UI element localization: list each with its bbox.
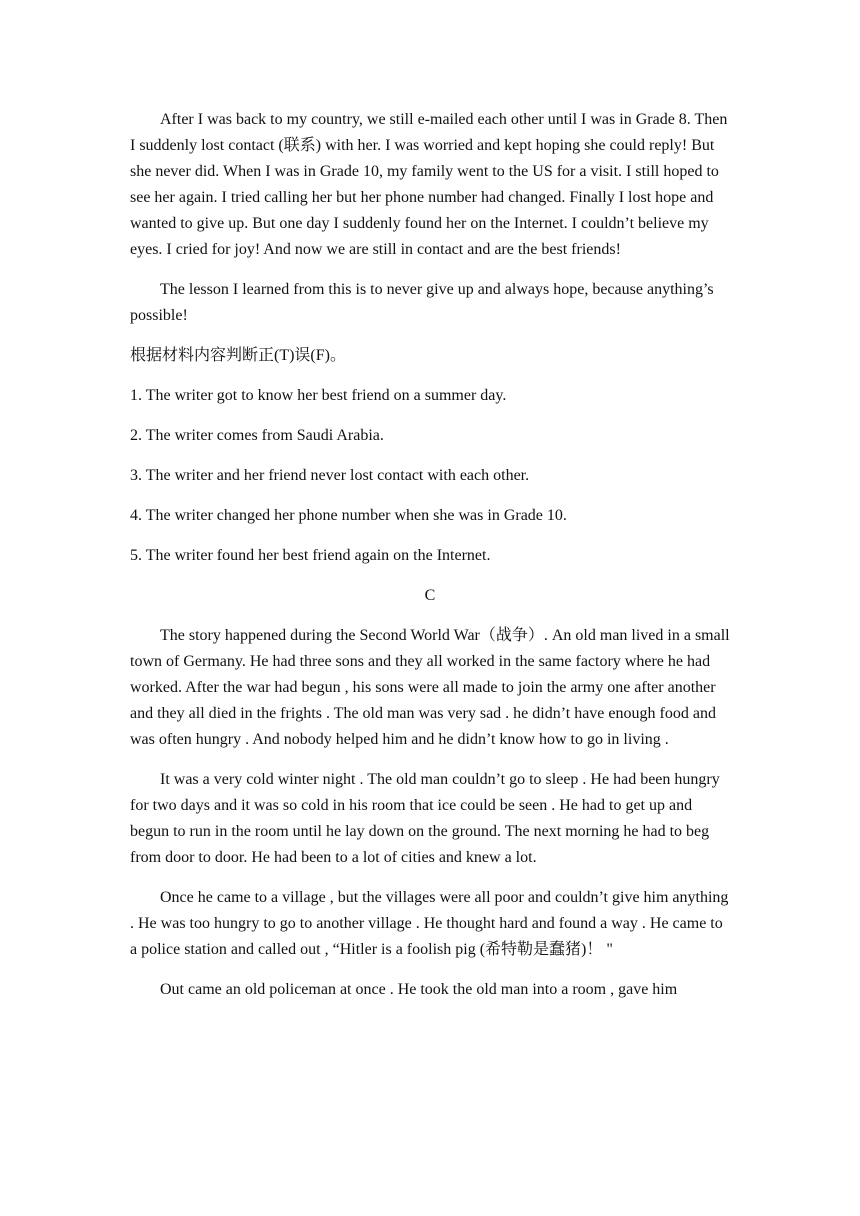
passage-b-paragraph-2: The lesson I learned from this is to never give up and always hope, because anything’s possible! [130, 281, 714, 324]
question-2: 2. The writer comes from Saudi Arabia. [130, 427, 384, 444]
question-5: 5. The writer found her best friend again on the Internet. [130, 547, 491, 564]
question-4: 4. The writer changed her phone number when she was in Grade 10. [130, 507, 567, 524]
instruction-text: 根据材料内容判断正(T)误(F)。 [130, 347, 346, 364]
passage-b-paragraph-1: After I was back to my country, we still e-mailed each other until I was in Grade 8. Then I suddenly lost contact (联系) with her. I was worried and kept hoping she could reply! But she never did. When I was in Grade 10, my family went to the US for a visit. I still hoped to see her again. I tried calling her but her phone number had changed. Finally I lost hope and wanted to give up. But one day I suddenly found her on the Internet. I couldn’t believe my eyes. I cried for joy! And now we are still in contact and are the best friends! [130, 111, 728, 258]
section-c-paragraph-3: Once he came to a village , but the villages were all poor and couldn’t give him anything . He was too hungry to go to another village . He thought hard and found a way . He came to a police station and called out , “Hitler is a foolish pig (希特勒是蠢猪)！ " [130, 889, 729, 958]
section-c-paragraph-4: Out came an old policeman at once . He took the old man into a room , gave him [160, 981, 678, 998]
question-3: 3. The writer and her friend never lost contact with each other. [130, 467, 530, 484]
section-c-paragraph-1: The story happened during the Second World War（战争）. An old man lived in a small town of Germany. He had three sons and they all worked in the same factory where he had worked. After the war had begun , his sons were all made to join the army one after another and they all died in the frights . The old man was very sad . he didn’t have enough food and was often hungry . And nobody helped him and he didn’t know how to go in living . [130, 627, 730, 748]
section-c-heading: C [424, 587, 436, 604]
document-page [130, 107, 730, 1003]
section-c-paragraph-2: It was a very cold winter night . The old man couldn’t go to sleep . He had been hungry for two days and it was so cold in his room that ice could be seen . He had to get up and begun to run in the room until he lay down on the ground. The next morning he had to beg from door to door. He had been to a lot of cities and knew a lot. [130, 771, 720, 866]
question-1: 1. The writer got to know her best friend on a summer day. [130, 387, 507, 404]
